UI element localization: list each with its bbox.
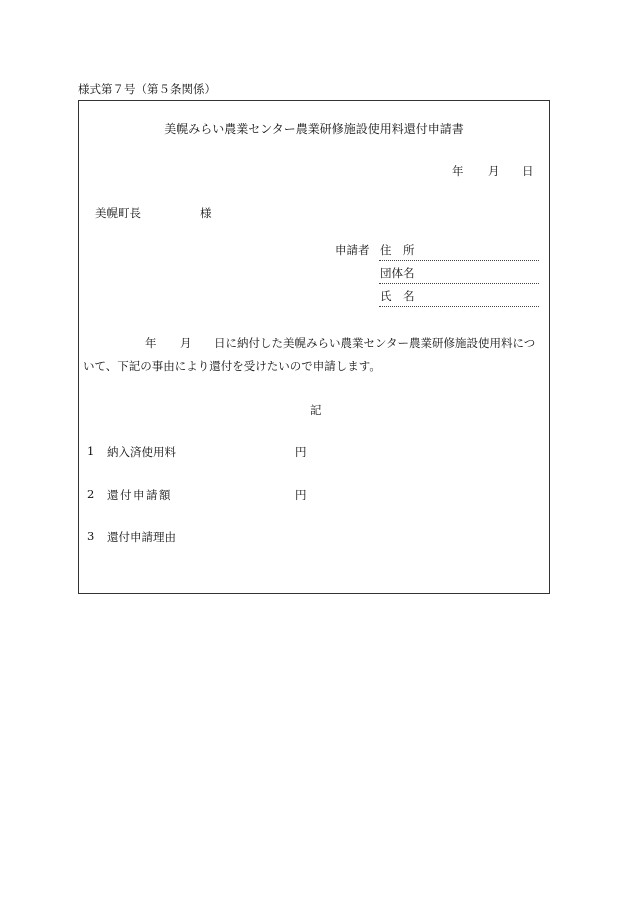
item-label: 還付申請額	[107, 488, 172, 502]
form-number: 様式第７号（第５条関係）	[78, 82, 216, 96]
item-number: 3	[87, 529, 95, 543]
form-title: 美幌みらい農業センター農業研修施設使用料還付申請書	[164, 122, 464, 136]
notice-heading: 記	[310, 403, 322, 417]
applicant-label: 申請者	[335, 243, 370, 257]
addressee-honorific: 様	[200, 206, 212, 220]
group-line	[379, 283, 539, 284]
body-line-1: 日に納付した美幌みらい農業センター農業研修施設使用料につ	[214, 336, 536, 350]
address-label: 住 所	[380, 243, 415, 257]
name-label: 氏 名	[380, 289, 415, 303]
item-number: 1	[87, 444, 95, 458]
item-number: 2	[87, 487, 95, 501]
body-month: 月	[180, 336, 192, 350]
item-unit: 円	[295, 445, 307, 459]
body-year: 年	[145, 336, 157, 350]
group-label: 団体名	[380, 266, 415, 280]
name-line	[379, 306, 539, 307]
item-unit: 円	[295, 488, 307, 502]
date-year-label: 年	[452, 164, 464, 178]
address-line	[379, 260, 539, 261]
application-form	[78, 100, 550, 594]
item-label: 納入済使用料	[107, 445, 176, 459]
date-month-label: 月	[488, 164, 500, 178]
body-line-2: いて、下記の事由により還付を受けたいので申請します。	[83, 359, 381, 373]
addressee-name: 美幌町長	[95, 206, 141, 220]
item-label: 還付申請理由	[107, 530, 176, 544]
date-day-label: 日	[522, 164, 534, 178]
